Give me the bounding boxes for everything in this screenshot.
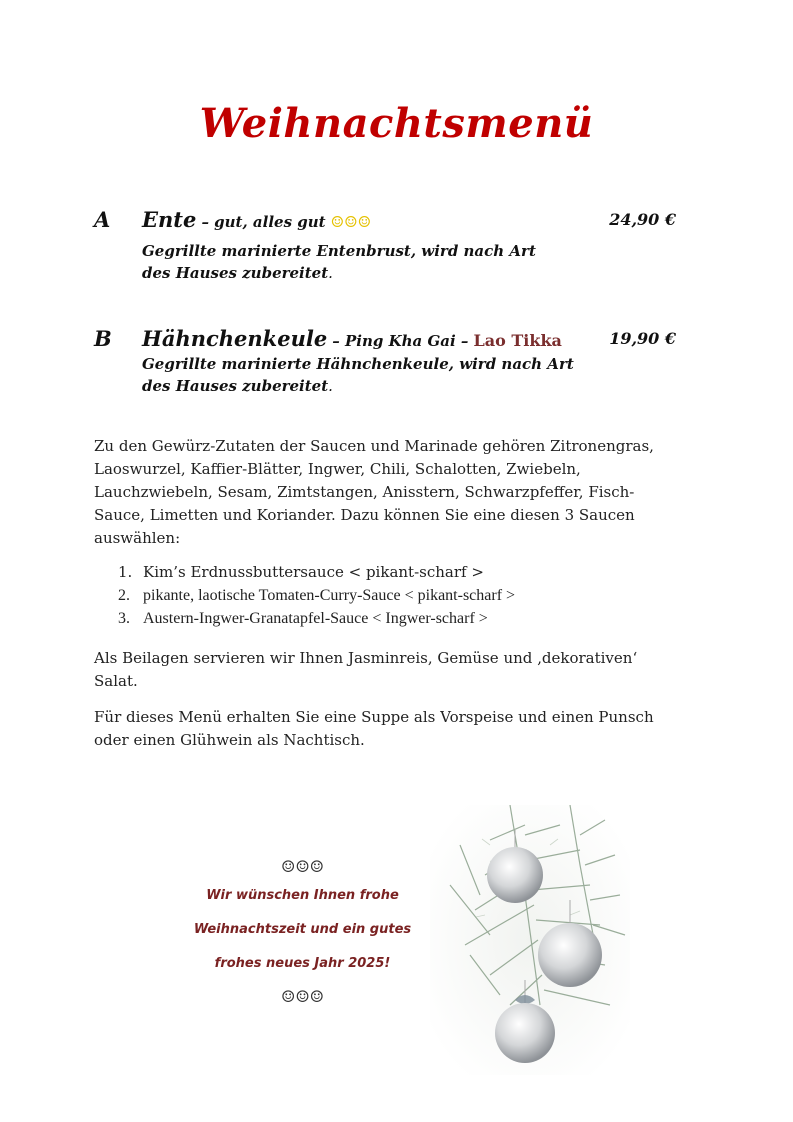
dish-letter: A xyxy=(94,207,111,232)
paragraph-line: Zu den Gewürz-Zutaten der Saucen und Marinade gehören Zitronengras, xyxy=(94,437,654,455)
list-item xyxy=(118,607,678,630)
dish-description xyxy=(142,240,592,284)
dish-subtitle: – gut, alles gut xyxy=(201,213,326,231)
dish-name-line xyxy=(142,207,371,232)
smiley-icon: ☺☺☺ xyxy=(330,213,372,231)
list-number: 2. xyxy=(118,587,130,604)
paragraph-line: Als Beilagen servieren wir Ihnen Jasminreis, Gemüse und ‚dekorativen‘ xyxy=(94,649,638,667)
dish-description-line: des Hauses zubereitet. xyxy=(142,264,333,282)
list-item xyxy=(118,561,678,584)
paragraph-line: Laoswurzel, Kaffier-Blätter, Ingwer, Chili, Schalotten, Zwiebeln, xyxy=(94,460,581,478)
christmas-ornament-image xyxy=(430,805,630,1075)
dish-description-line: Gegrillte marinierte Entenbrust, wird nach Art xyxy=(142,242,536,260)
dish-subtitle: – Ping Kha Gai – xyxy=(332,332,469,350)
sauce-list xyxy=(118,561,678,630)
greeting-line: frohes neues Jahr 2025! xyxy=(214,956,391,971)
sauce-name: pikante, laotische Tomaten-Curry-Sauce < pikant-scharf > xyxy=(143,587,516,604)
greeting-line: Weihnachtszeit und ein gutes xyxy=(193,922,412,937)
dish-subtitle-accent: Lao Tikka xyxy=(473,331,562,350)
sides-paragraph xyxy=(94,647,694,693)
paragraph-line: Lauchzwiebeln, Sesam, Zimtstangen, Anisstern, Schwarzpfeffer, Fisch- xyxy=(94,483,635,501)
dish-description xyxy=(142,353,592,397)
sauce-name: Kim’s Erdnussbuttersauce < pikant-scharf > xyxy=(143,563,484,581)
list-item xyxy=(118,584,678,607)
dish-price: 19,90 € xyxy=(609,329,676,348)
paragraph-line: Sauce, Limetten und Koriander. Dazu können Sie eine diesen 3 Saucen xyxy=(94,506,635,524)
christmas-greeting xyxy=(160,855,445,1009)
dish-description-line: des Hauses zubereitet. xyxy=(142,377,333,395)
dish-price: 24,90 € xyxy=(609,210,676,229)
list-number: 1. xyxy=(118,563,133,581)
paragraph-line: oder einen Glühwein als Nachtisch. xyxy=(94,731,365,749)
list-number: 3. xyxy=(118,610,130,627)
page-title: Weihnachtsmenü xyxy=(199,100,594,147)
smiley-icon: ☺☺☺ xyxy=(280,857,325,876)
dessert-paragraph xyxy=(94,706,694,752)
dish-b xyxy=(94,326,684,406)
dish-description-line: Gegrillte marinierte Hähnchenkeule, wird nach Art xyxy=(142,355,574,373)
sauce-name: Austern-Ingwer-Granatapfel-Sauce < Ingwer-scharf > xyxy=(143,610,488,627)
dish-name: Ente xyxy=(142,207,197,232)
dish-a xyxy=(94,207,684,287)
dish-name: Hähnchenkeule xyxy=(142,326,328,351)
dish-name-line xyxy=(142,326,562,351)
paragraph-line: auswählen: xyxy=(94,529,181,547)
spices-paragraph xyxy=(94,435,694,550)
greeting-line: Wir wünschen Ihnen frohe xyxy=(206,888,399,903)
paragraph-line: Für dieses Menü erhalten Sie eine Suppe als Vorspeise und einen Punsch xyxy=(94,708,654,726)
smiley-icon: ☺☺☺ xyxy=(280,987,325,1006)
paragraph-line: Salat. xyxy=(94,672,138,690)
dish-letter: B xyxy=(94,326,112,351)
